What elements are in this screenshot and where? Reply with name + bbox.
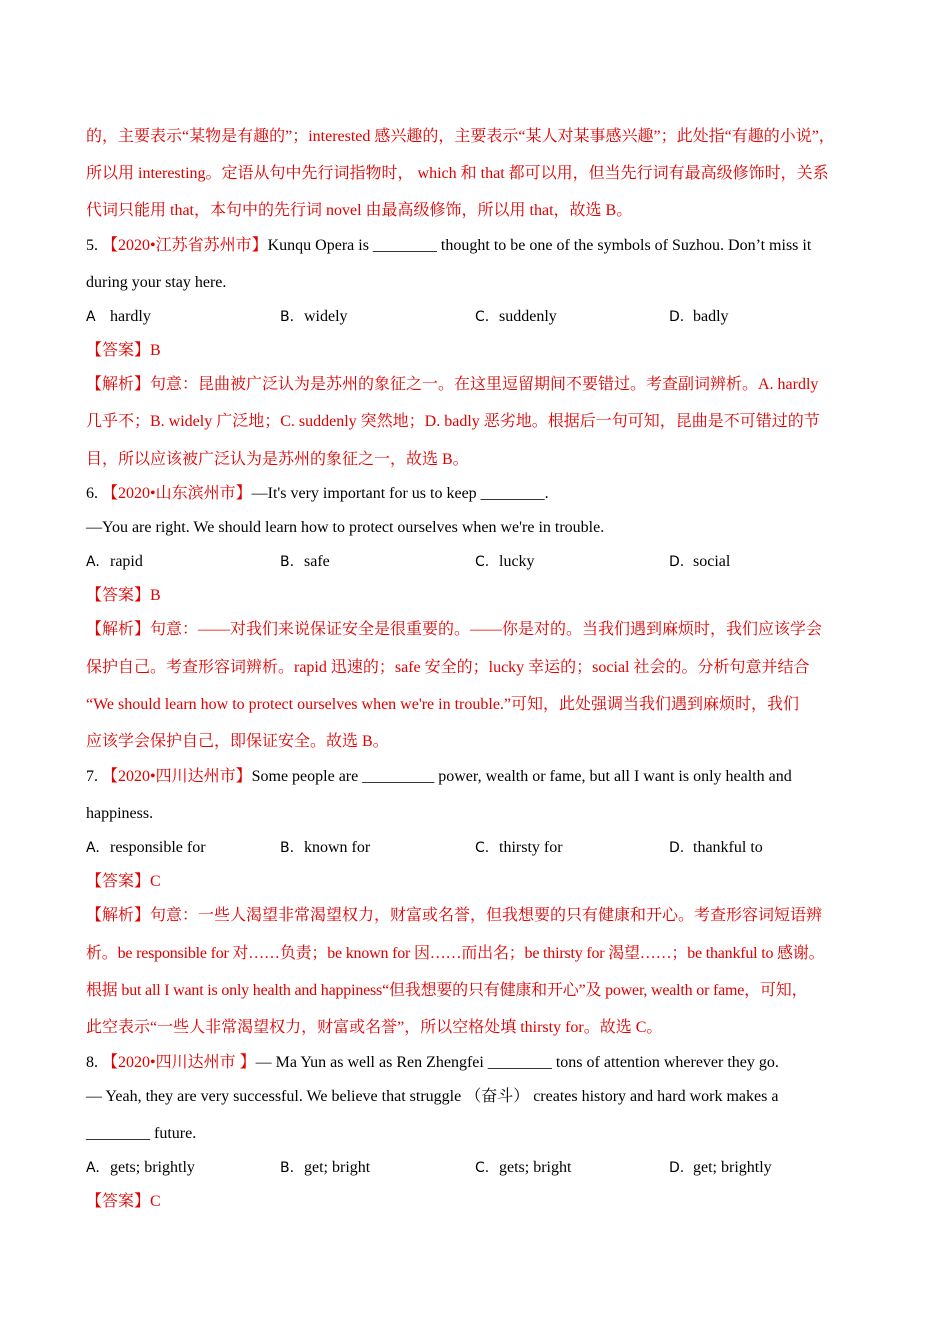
question-7-answer: 【答案】C xyxy=(86,873,161,890)
question-text: — Ma Yun as well as Ren Zhengfei ________ tons of attention wherever they go. xyxy=(255,1054,779,1071)
question-number: 8. xyxy=(86,1054,98,1071)
option-b: B. widely xyxy=(280,308,348,325)
question-5-analysis-line: 目，所以应该被广泛认为是苏州的象征之一，故选 B。 xyxy=(86,451,469,468)
question-7-stem-cont: happiness. xyxy=(86,805,154,822)
question-7-analysis-line: 此空表示“一些人非常渴望权力，财富或名誉”，所以空格处填 thirsty for。故选 C。 xyxy=(86,1019,663,1036)
option-a: A hardly xyxy=(86,308,151,325)
question-7-stem xyxy=(86,767,792,787)
question-8-options xyxy=(86,1158,876,1178)
question-6-stem xyxy=(86,484,549,504)
intro-explanation-line: 所以用 interesting。定语从句中先行词指物时， which 和 that 都可以用，但当先行词有最高级修饰时，关系 xyxy=(86,165,829,182)
intro-explanation-line: 的，主要表示“某物是有趣的”；interested 感兴趣的，主要表示“某人对某事感兴趣”；此处指“有趣的小说”， xyxy=(86,128,835,145)
option-a: A. responsible for xyxy=(86,839,206,856)
option-b: B. get; bright xyxy=(280,1159,371,1176)
question-source: 【2020•四川达州市 】 xyxy=(102,1054,256,1071)
question-source: 【2020•山东滨州市】 xyxy=(102,485,252,502)
question-7-analysis-line: 析。be responsible for 对……负责；be known for 因……而出名；be thirsty for 渴望……；be thankful to 感谢。 xyxy=(86,945,825,962)
option-a: A. rapid xyxy=(86,553,143,570)
question-6-stem-cont: —You are right. We should learn how to protect ourselves when we're in trouble. xyxy=(86,519,605,536)
question-6-analysis-line: 应该学会保护自己，即保证安全。故选 B。 xyxy=(86,733,389,750)
option-d: D. thankful to xyxy=(669,839,763,856)
question-6-answer: 【答案】B xyxy=(86,587,161,604)
question-6-analysis-line: “We should learn how to protect ourselves when we're in trouble.”可知，此处强调当我们遇到麻烦时，我们 xyxy=(86,696,800,713)
intro-explanation-line: 代词只能用 that，本句中的先行词 novel 由最高级修饰，所以用 that，故选 B。 xyxy=(86,202,633,219)
question-7-analysis-line: 【解析】句意：一些人渴望非常渴望权力，财富或名誉，但我想要的只有健康和开心。考查形容词短语辨 xyxy=(86,907,823,924)
question-source: 【2020•四川达州市】 xyxy=(102,768,252,785)
question-7-options xyxy=(86,838,876,858)
question-5-options xyxy=(86,307,876,327)
option-c: C. thirsty for xyxy=(475,839,563,856)
question-5-stem-cont: during your stay here. xyxy=(86,274,227,291)
question-8-stem-cont: ________ future. xyxy=(86,1125,197,1142)
question-text: Kunqu Opera is ________ thought to be one of the symbols of Suzhou. Don’t miss it xyxy=(267,237,812,254)
option-a: A. gets; brightly xyxy=(86,1159,195,1176)
option-b: B. safe xyxy=(280,553,330,570)
question-number: 6. xyxy=(86,485,98,502)
question-5-answer: 【答案】B xyxy=(86,342,161,359)
question-5-stem xyxy=(86,236,811,256)
question-6-analysis-line: 【解析】句意：——对我们来说保证安全是很重要的。——你是对的。当我们遇到麻烦时，我们应该学会 xyxy=(86,621,823,638)
question-5-analysis-line: 几乎不；B. widely 广泛地；C. suddenly 突然地；D. badly 恶劣地。根据后一句可知，昆曲是不可错过的节 xyxy=(86,413,820,430)
question-8-answer: 【答案】C xyxy=(86,1193,161,1210)
question-5-analysis-line: 【解析】句意：昆曲被广泛认为是苏州的象征之一。在这里逗留期间不要错过。考查副词辨析。A. hardly xyxy=(86,376,819,393)
question-8-stem-cont: — Yeah, they are very successful. We believe that struggle （奋斗） creates history and hard work makes a xyxy=(86,1088,779,1105)
question-text: Some people are _________ power, wealth or fame, but all I want is only health and xyxy=(251,768,792,785)
option-d: D. badly xyxy=(669,308,729,325)
question-text: —It's very important for us to keep ________. xyxy=(251,485,549,502)
option-c: C. lucky xyxy=(475,553,535,570)
question-source: 【2020•江苏省苏州市】 xyxy=(102,237,268,254)
question-6-analysis-line: 保护自己。考查形容词辨析。rapid 迅速的；safe 安全的；lucky 幸运的；social 社会的。分析句意并结合 xyxy=(86,659,810,676)
question-number: 7. xyxy=(86,768,98,785)
question-number: 5. xyxy=(86,237,98,254)
question-8-stem xyxy=(86,1053,779,1073)
option-c: C. suddenly xyxy=(475,308,557,325)
option-c: C. gets; bright xyxy=(475,1159,572,1176)
question-7-analysis-line: 根据 but all I want is only health and happiness“但我想要的只有健康和开心”及 power, wealth or fame，可知， xyxy=(86,982,808,999)
option-b: B. known for xyxy=(280,839,371,856)
option-d: D. get; brightly xyxy=(669,1159,772,1176)
question-6-options xyxy=(86,552,876,572)
option-d: D. social xyxy=(669,553,731,570)
